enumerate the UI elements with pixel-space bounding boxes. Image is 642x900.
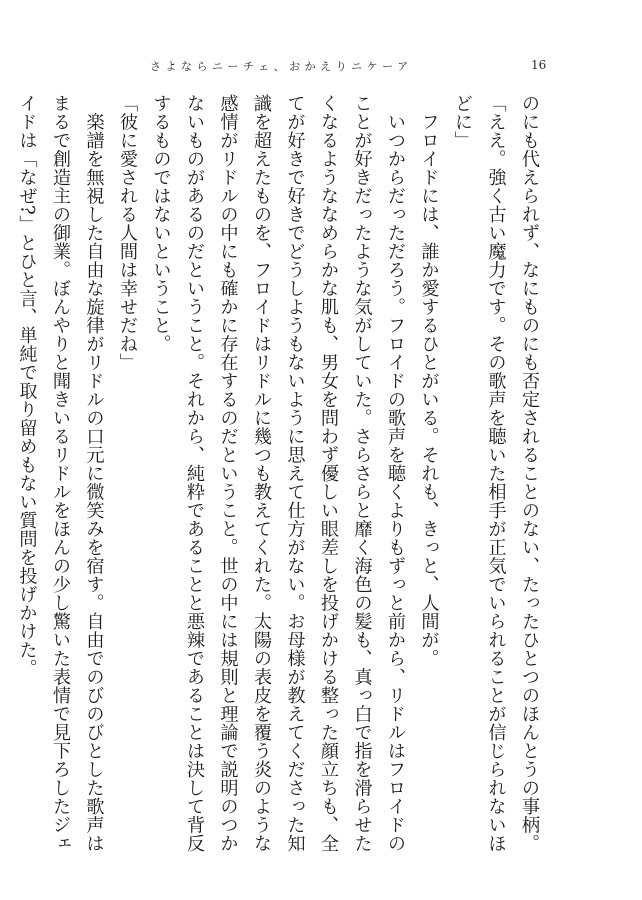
text-line: イドは「なぜ?」とひと言、単純で取り留めもない質問を投げかけた。 [16, 94, 38, 678]
text-line: いつからだっただろう。フロイドの歌声を聴くよりもずっと前から、リドルはフロイドの [385, 94, 406, 853]
vertical-body-text [10, 94, 546, 853]
text-line: くなるようななめらかな肌も、男女を問わず優しい眼差しを投げかける整った顔立ちも、全 [318, 94, 339, 853]
text-line: ないものがあるのだということ。それから、純粋であることと悪辣であることは決して背反 [184, 94, 205, 853]
text-line: 「ええ。強く古い魔力です。その歌声を聴いた相手が正気でいられることが信じられないほ [485, 94, 507, 853]
text-line: ことが好きだったような気がしていた。さらさらと靡く海色の髪も、真っ白で指を滑らせた [351, 94, 373, 853]
text-line: どに」 [452, 94, 473, 150]
text-line: 「彼に愛される人間は幸せだね」 [117, 94, 138, 372]
text-line: フロイドには、誰か愛するひとがいる。それも、きっと、人間が。 [418, 94, 440, 668]
text-line: まるで創造主の御業。ぼんやりと聞きいるリドルをほんの少し驚いた表情で見下ろしたジェ [50, 94, 71, 853]
text-line: のにも代えられず、なにものにも否定されることのない、たったひとつのほんとうの事柄。 [519, 94, 540, 853]
text-line: するものではないということ。 [150, 94, 172, 353]
text-line: てが好きで好きでどうしようもないように思えて仕方がない。お母様が教えてくださった知 [284, 94, 306, 853]
page-number: 16 [531, 58, 547, 72]
running-head-title: さよならニーチェ、おかえりニケーア [150, 60, 413, 73]
text-line: 感情がリドルの中にも確かに存在するのだということ。世の中には規則と理論で説明のつか [217, 94, 239, 853]
text-line: 識を超えたものを、フロイドはリドルに幾つも教えてくれた。太陽の表皮を覆う炎のような [251, 94, 272, 853]
text-line: 楽譜を無視した自由な旋律がリドルの口元に微笑みを宿す。自由でのびのびとした歌声は [83, 94, 105, 853]
